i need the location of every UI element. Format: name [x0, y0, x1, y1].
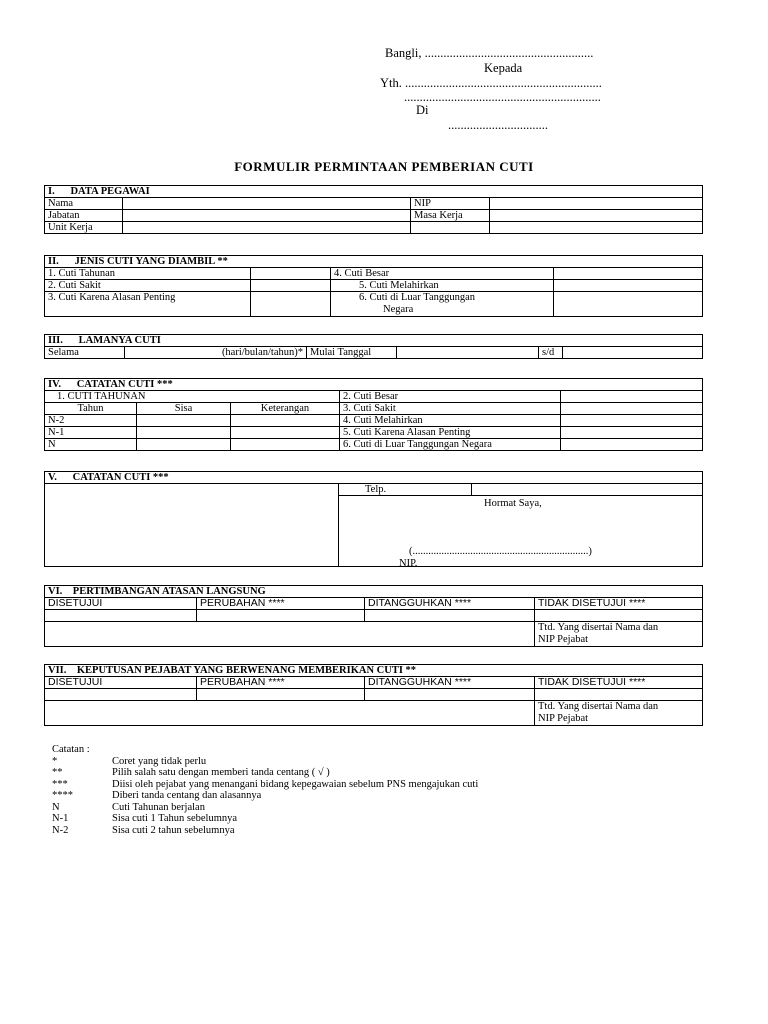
note-item: * Coret yang tidak perlu	[52, 755, 207, 767]
duration-unit: (hari/bulan/tahun)*	[221, 347, 303, 358]
kepada-label: Kepada	[484, 61, 523, 75]
tidak-disetujui-option[interactable]: TIDAK DISETUJUI ****	[535, 677, 703, 689]
catatan-cuti-alasan-penting-label: 5. Cuti Karena Alasan Penting	[340, 427, 561, 439]
section-heading: VII. KEPUTUSAN PEJABAT YANG BERWENANG MEMBERIKAN CUTI **	[45, 665, 703, 677]
note-item: **** Diberi tanda centang dan alasannya	[52, 790, 262, 801]
catatan-cuti-melahirkan-field[interactable]	[561, 415, 703, 427]
place-date-line: Bangli, ......................................................	[385, 46, 594, 60]
cuti-melahirkan-label: 5. Cuti Melahirkan	[331, 280, 554, 292]
blank-cell	[490, 222, 703, 234]
unit-kerja-label: Unit Kerja	[45, 222, 123, 234]
jabatan-field[interactable]	[123, 210, 411, 222]
keterangan-n1-field[interactable]	[231, 427, 340, 439]
start-date-field[interactable]	[397, 347, 539, 359]
note-item: ** Pilih salah satu dengan memberi tanda centang ( √ )	[52, 767, 330, 778]
di-line: ................................	[448, 118, 548, 132]
section-heading: VI. PERTIMBANGAN ATASAN LANGSUNG	[45, 586, 703, 598]
cuti-sakit-checkbox[interactable]	[251, 280, 331, 292]
masa-kerja-field[interactable]	[490, 210, 703, 222]
catatan-cuti-besar-field[interactable]	[561, 391, 703, 403]
note-item: *** Diisi oleh pejabat yang menangani bidang kepegawaian sebelum PNS mengajukan cuti	[52, 778, 479, 790]
note-item: N Cuti Tahunan berjalan	[52, 801, 205, 813]
section-keputusan-pejabat	[44, 664, 703, 726]
telp-label: Telp.	[339, 484, 472, 496]
catatan-cuti-luar-tanggungan-label: 6. Cuti di Luar Tanggungan Negara	[340, 439, 561, 451]
cuti-tahunan-subheading: 1. CUTI TAHUNAN	[45, 391, 340, 403]
section-heading: II. JENIS CUTI YANG DIAMBIL **	[45, 256, 703, 268]
di-label: Di	[416, 103, 429, 117]
year-n2-label: N-2	[45, 415, 137, 427]
form-title: FORMULIR PERMINTAAN PEMBERIAN CUTI	[234, 159, 534, 174]
atasan-notes-field[interactable]	[45, 622, 535, 647]
column-header-tahun: Tahun	[45, 403, 137, 415]
signature-block	[339, 496, 703, 567]
tidak-disetujui-check-field[interactable]	[535, 610, 703, 622]
cuti-besar-checkbox[interactable]	[554, 268, 703, 280]
perubahan-option[interactable]: PERUBAHAN ****	[197, 677, 365, 689]
section-catatan-cuti	[44, 378, 703, 451]
selama-label: Selama	[45, 347, 125, 359]
cuti-tahunan-label: 1. Cuti Tahunan	[45, 268, 251, 280]
sisa-n-field[interactable]	[137, 439, 231, 451]
catatan-cuti-sakit-label: 3. Cuti Sakit	[340, 403, 561, 415]
signature-nip-label: NIP.	[399, 558, 418, 567]
cuti-luar-tanggungan-label: 6. Cuti di Luar Tanggungan Negara	[331, 292, 554, 317]
end-date-field[interactable]	[563, 347, 703, 359]
ditangguhkan-check-field[interactable]	[365, 689, 535, 701]
ditangguhkan-option[interactable]: DITANGGUHKAN ****	[365, 677, 535, 689]
year-n1-label: N-1	[45, 427, 137, 439]
ditangguhkan-check-field[interactable]	[365, 610, 535, 622]
signature-line: (...................................................................)	[409, 546, 592, 557]
perubahan-option[interactable]: PERUBAHAN ****	[197, 598, 365, 610]
year-n-label: N	[45, 439, 137, 451]
catatan-cuti-alasan-penting-field[interactable]	[561, 427, 703, 439]
duration-field[interactable]	[125, 347, 307, 359]
cuti-alasan-penting-checkbox[interactable]	[251, 292, 331, 317]
disetujui-option[interactable]: DISETUJUI	[45, 598, 197, 610]
nip-field[interactable]	[490, 198, 703, 210]
catatan-cuti-luar-tanggungan-field[interactable]	[561, 439, 703, 451]
keterangan-n2-field[interactable]	[231, 415, 340, 427]
cuti-luar-tanggungan-checkbox[interactable]	[554, 292, 703, 317]
catatan-cuti-sakit-field[interactable]	[561, 403, 703, 415]
masa-kerja-label: Masa Kerja	[411, 210, 490, 222]
nip-label: NIP	[411, 198, 490, 210]
cuti-besar-label: 4. Cuti Besar	[331, 268, 554, 280]
catatan-cuti-besar-label: 2. Cuti Besar	[340, 391, 561, 403]
pejabat-notes-field[interactable]	[45, 701, 535, 726]
section-heading: V. CATATAN CUTI ***	[45, 472, 703, 484]
nama-field[interactable]	[123, 198, 411, 210]
section-catatan-cuti-signature	[44, 471, 703, 567]
address-line: ...............................................................	[404, 90, 601, 104]
disetujui-option[interactable]: DISETUJUI	[45, 677, 197, 689]
section-data-pegawai	[44, 185, 703, 234]
note-item: N-1 Sisa cuti 1 Tahun sebelumnya	[52, 813, 238, 824]
mulai-tanggal-label: Mulai Tanggal	[307, 347, 397, 359]
cuti-alasan-penting-label: 3. Cuti Karena Alasan Penting	[45, 292, 251, 317]
note-item: N-2 Sisa cuti 2 tahun sebelumnya	[52, 824, 235, 836]
keterangan-n-field[interactable]	[231, 439, 340, 451]
blank-cell	[411, 222, 490, 234]
ttd-pejabat-block: Ttd. Yang disertai Nama dan NIP Pejabat	[535, 701, 703, 726]
section-heading: III. LAMANYA CUTI	[45, 335, 703, 347]
cuti-sakit-label: 2. Cuti Sakit	[45, 280, 251, 292]
ditangguhkan-option[interactable]: DITANGGUHKAN ****	[365, 598, 535, 610]
notes-block	[52, 744, 478, 836]
cuti-melahirkan-checkbox[interactable]	[554, 280, 703, 292]
tidak-disetujui-check-field[interactable]	[535, 689, 703, 701]
section-pertimbangan-atasan	[44, 585, 703, 647]
hormat-saya-label: Hormat Saya,	[484, 498, 542, 509]
section-lamanya-cuti	[44, 334, 703, 359]
notes-title: Catatan :	[52, 744, 90, 755]
perubahan-check-field[interactable]	[197, 689, 365, 701]
section-jenis-cuti	[44, 255, 703, 317]
disetujui-check-field[interactable]	[45, 610, 197, 622]
disetujui-check-field[interactable]	[45, 689, 197, 701]
nama-label: Nama	[45, 198, 123, 210]
perubahan-check-field[interactable]	[197, 610, 365, 622]
sisa-n2-field[interactable]	[137, 415, 231, 427]
unit-kerja-field[interactable]	[123, 222, 411, 234]
section-heading: IV. CATATAN CUTI ***	[45, 379, 703, 391]
sd-label: s/d	[539, 347, 563, 359]
column-header-keterangan: Keterangan	[231, 403, 340, 415]
catatan-cuti-melahirkan-label: 4. Cuti Melahirkan	[340, 415, 561, 427]
jabatan-label: Jabatan	[45, 210, 123, 222]
sisa-n1-field[interactable]	[137, 427, 231, 439]
cuti-tahunan-checkbox[interactable]	[251, 268, 331, 280]
address-notes-field[interactable]	[45, 484, 339, 567]
tidak-disetujui-option[interactable]: TIDAK DISETUJUI ****	[535, 598, 703, 610]
section-heading: I. DATA PEGAWAI	[45, 186, 703, 198]
ttd-atasan-block: Ttd. Yang disertai Nama dan NIP Pejabat	[535, 622, 703, 647]
telp-field[interactable]	[472, 484, 703, 496]
recipient-line: Yth. ...............................................................	[380, 76, 602, 90]
column-header-sisa: Sisa	[137, 403, 231, 415]
